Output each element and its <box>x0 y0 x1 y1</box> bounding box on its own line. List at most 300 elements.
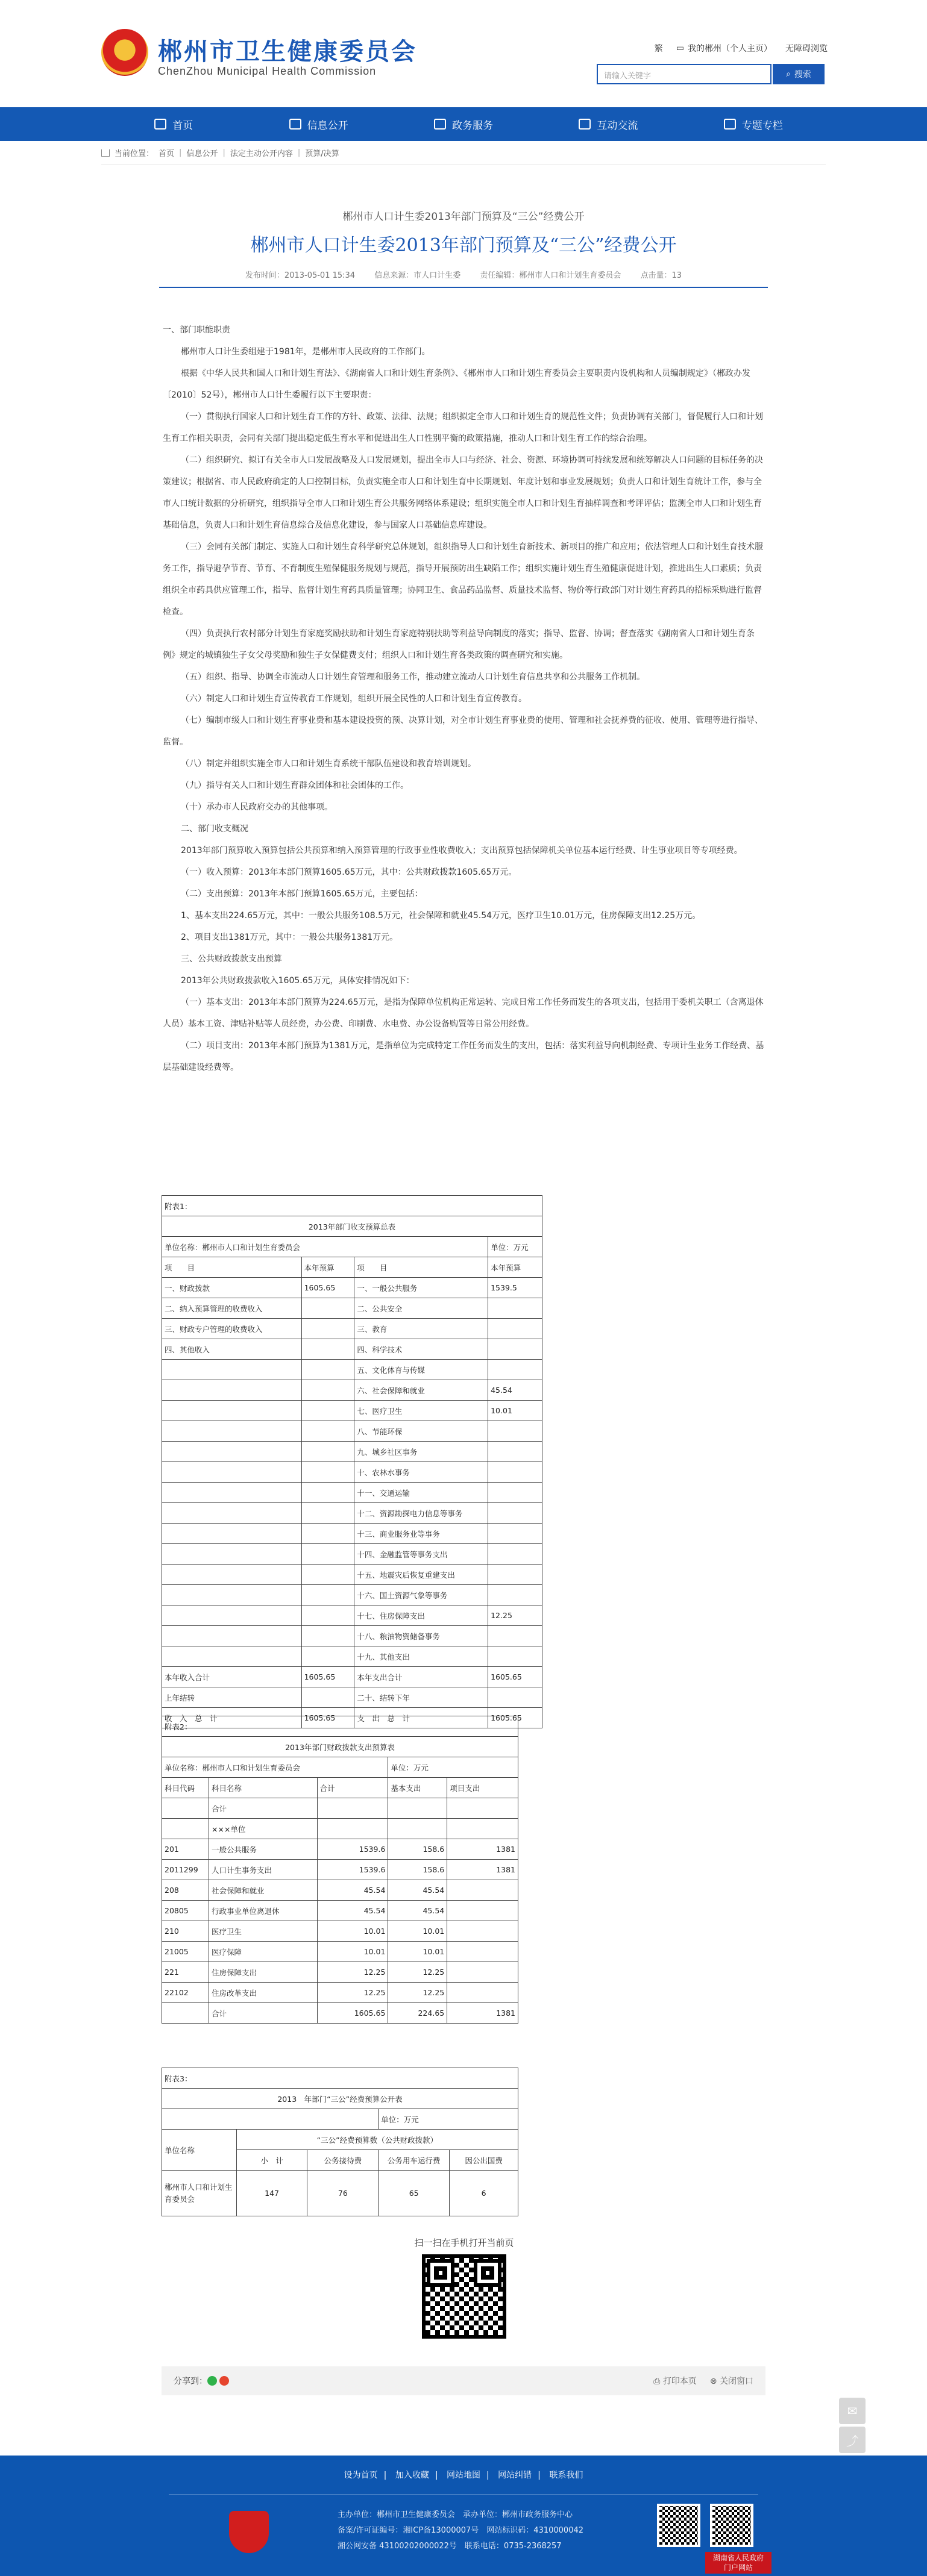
top-links <box>655 42 828 54</box>
accessibility-label: 无障碍浏览 <box>785 44 828 54</box>
table-cell: 2013 年部门“三公”经费预算公开表 <box>162 2089 518 2109</box>
table-cell <box>388 1798 447 1819</box>
table-cell: 十、农林水事务 <box>354 1462 488 1483</box>
article-paragraph: （一）基本支出：2013年本部门预算为224.65万元，是指为保障单位机构正常运转、完成日常工作任务而发生的各项支出，包括用于委机关职工（含离退休人员）基本工资、津贴补贴等人员经费，办公费、印刷费、水电费、办公设备购置等日常公用经费。 <box>163 998 764 1029</box>
nav-info-label: 信息公开 <box>307 119 348 132</box>
service-icon <box>434 119 446 130</box>
article-paragraph: 三、公共财政拨款支出预算 <box>181 954 282 964</box>
table-cell: 十九、其他支出 <box>354 1646 488 1667</box>
table-cell: 2011299 <box>162 1860 209 1880</box>
table-cell: 1381 <box>447 1860 518 1880</box>
table-cell: 单位名称：郴州市人口和计划生育委员会 <box>162 1237 488 1257</box>
table-cell <box>162 1626 302 1646</box>
hunan-gov-badge[interactable] <box>705 2552 771 2574</box>
table-cell: 基本支出 <box>388 1778 447 1798</box>
footer-qr-code <box>710 2504 753 2547</box>
table-row <box>162 1421 542 1442</box>
footer-links: 设为首页 | 加入收藏 | 网站地图 | 网站纠错 | 联系我们 <box>344 2471 583 2480</box>
table-row <box>162 1237 542 1257</box>
table-cell <box>301 1298 354 1319</box>
table-cell: 住房保障支出 <box>209 1962 317 1983</box>
table-cell: 合计 <box>317 1778 388 1798</box>
table-cell: 208 <box>162 1880 209 1901</box>
table-row <box>162 1687 542 1708</box>
table-cell: 1381 <box>447 2003 518 2024</box>
table-cell: 10.01 <box>317 1921 388 1942</box>
my-chenzhou-link[interactable] <box>676 42 772 54</box>
chat-icon <box>579 119 591 130</box>
table-cell <box>162 1380 302 1401</box>
table-row <box>162 1442 542 1462</box>
table-cell <box>447 1901 518 1921</box>
table-cell: 九、城乡社区事务 <box>354 1442 488 1462</box>
table-cell: 76 <box>307 2171 379 2216</box>
table-cell <box>301 1380 354 1401</box>
table-row <box>162 1339 542 1360</box>
table-row <box>162 1524 542 1544</box>
table-cell: 1605.65 <box>488 1708 542 1728</box>
print-button[interactable] <box>653 2375 697 2387</box>
table-cell <box>301 1442 354 1462</box>
table-cell <box>317 1819 388 1839</box>
table-cell: 158.6 <box>388 1839 447 1860</box>
table-cell <box>488 1319 542 1339</box>
article-paragraph: 2013年公共财政拨款收入1605.65万元，具体安排情况如下： <box>181 976 415 986</box>
table-cell: 6 <box>450 2171 518 2216</box>
table-row <box>162 1962 518 1983</box>
print-icon: ⎙ <box>653 2377 663 2386</box>
table-cell: 公务接待费 <box>307 2150 379 2171</box>
table-cell: 12.25 <box>317 1983 388 2003</box>
article-paragraph: （一）收入预算：2013年本部门预算1605.65万元，其中：公共财政拨款1605.65万元。 <box>181 868 517 877</box>
gov-badge-line1: 湖南省人民政府 <box>712 2554 764 2562</box>
table-cell <box>488 1585 542 1605</box>
table-cell <box>162 1605 302 1626</box>
table-cell: 本年收入合计 <box>162 1667 302 1687</box>
table-cell: 单位：万元 <box>488 1237 542 1257</box>
table-cell <box>301 1421 354 1442</box>
table-cell: 附表1： <box>162 1196 542 1216</box>
footer-info <box>338 2507 583 2554</box>
article-paragraph: 根据《中华人民共和国人口和计划生育法》、《湖南省人口和计划生育条例》、《郴州市人口和计划生育委员会主要职责内设机构和人员编制规定》（郴政办发〔2010〕52号），郴州市人口计生委履行以下主要职责： <box>163 369 750 400</box>
article-paragraph: （二）项目支出：2013年本部门预算为1381万元，是指单位为完成特定工作任务而发生的支出，包括：落实利益导向机制经费、专项计生业务工作经费、基层基础建设经费等。 <box>163 1041 764 1072</box>
table-row <box>162 1983 518 2003</box>
table-row <box>162 1483 542 1503</box>
table-cell <box>488 1462 542 1483</box>
table-cell: 住房改革支出 <box>209 1983 317 2003</box>
breadcrumb-home[interactable]: 首页 <box>159 149 175 158</box>
table-cell <box>162 1544 302 1565</box>
table-cell <box>488 1646 542 1667</box>
article-paragraph: （二）支出预算：2013年本部门预算1605.65万元，主要包括： <box>181 889 423 899</box>
table-row <box>162 2109 518 2130</box>
table-cell: 201 <box>162 1839 209 1860</box>
table-cell <box>301 1605 354 1626</box>
table-cell: 1381 <box>447 1839 518 1860</box>
table-cell: 七、医疗卫生 <box>354 1401 488 1421</box>
table-row <box>162 1380 542 1401</box>
table-cell: 郴州市人口和计划生育委员会 <box>162 2171 237 2216</box>
table-row <box>162 1544 542 1565</box>
nav-gov-service[interactable] <box>391 107 536 141</box>
table-cell <box>162 1360 302 1380</box>
table-cell: 2013年部门收支预算总表 <box>162 1216 542 1237</box>
article-paragraph: （五）组织、指导、协调全市流动人口计划生育管理和服务工作，推动建立流动人口计划生育信息共享和公共服务工作机制。 <box>181 672 645 682</box>
table-row <box>162 2068 518 2089</box>
table-cell <box>162 1483 302 1503</box>
national-emblem-icon <box>101 29 148 76</box>
table-cell: 210 <box>162 1921 209 1942</box>
table-cell: 十一、交通运输 <box>354 1483 488 1503</box>
table-cell <box>301 1626 354 1646</box>
nav-home-label: 首页 <box>172 119 193 132</box>
table-cell: 1605.65 <box>301 1278 354 1298</box>
table-cell <box>447 1880 518 1901</box>
table-cell <box>447 1819 518 1839</box>
location-home-icon <box>101 149 110 157</box>
wechat-side-icon[interactable]: ✉ <box>839 2398 866 2424</box>
search-icon: ⌕ <box>786 69 791 79</box>
table-row <box>162 1839 518 1860</box>
table-cell: 10.01 <box>317 1942 388 1962</box>
table-cell <box>301 1339 354 1360</box>
article-paragraph: （八）制定并组织实施全市人口和计划生育系统干部队伍建设和教育培训规划。 <box>181 759 476 769</box>
table-cell: 22102 <box>162 1983 209 2003</box>
table-cell <box>301 1544 354 1565</box>
editor: 责任编辑：郴州市人口和计划生育委员会 <box>480 271 621 280</box>
breadcrumb-info[interactable]: 信息公开 <box>186 149 218 158</box>
article-body <box>163 319 764 1078</box>
footer-link-favorite[interactable]: 加入收藏 <box>395 2471 429 2480</box>
table-cell: 一、一般公共服务 <box>354 1278 488 1298</box>
table-cell: 147 <box>236 2171 307 2216</box>
article-meta <box>0 269 927 280</box>
table-cell: 十五、地震灾后恢复重建支出 <box>354 1565 488 1585</box>
table-row <box>162 1298 542 1319</box>
table-cell <box>488 1298 542 1319</box>
party-gov-badge-icon[interactable] <box>229 2511 269 2553</box>
home-icon <box>154 119 166 130</box>
table-cell: 合计 <box>209 2003 317 2024</box>
table-cell: 小 计 <box>236 2150 307 2171</box>
table-cell: 12.25 <box>317 1962 388 1983</box>
table-row <box>162 1757 518 1778</box>
layers-icon <box>724 119 736 130</box>
table-row <box>162 1716 518 1737</box>
table-cell: 六、社会保障和就业 <box>354 1380 488 1401</box>
table-cell <box>388 1819 447 1839</box>
article-paragraph: （四）负责执行农村部分计划生育家庭奖励扶助和计划生育家庭特别扶助等利益导向制度的落实；指导、监督、协调；督查落实《湖南省人口和计划生育条例》规定的城镇独生子女父母奖励和独生子女保健费支付；组织人口和计划生育各类政策的调查研究和实施。 <box>163 629 755 660</box>
three-public-expenses-table <box>162 2068 518 2216</box>
table-cell: 1605.65 <box>488 1667 542 1687</box>
table-cell: 四、其他收入 <box>162 1339 302 1360</box>
table-row <box>162 1798 518 1819</box>
site-subtitle: ChenZhou Municipal Health Commission <box>158 65 377 77</box>
table-cell: 224.65 <box>388 2003 447 2024</box>
nav-interaction-label: 互动交流 <box>597 119 638 132</box>
table-cell: 2013年部门财政拨款支出预算表 <box>162 1737 518 1757</box>
table-cell: 医疗卫生 <box>209 1921 317 1942</box>
table-cell <box>301 1565 354 1585</box>
table-cell: 附表3： <box>162 2068 518 2089</box>
table-cell: 支 出 总 计 <box>354 1708 488 1728</box>
table-cell: 附表2： <box>162 1716 518 1737</box>
table-cell <box>488 1544 542 1565</box>
footer-link-correction[interactable]: 网站纠错 <box>498 2471 532 2480</box>
breadcrumb-budget[interactable]: 预算/决算 <box>305 149 339 158</box>
table-row <box>162 2089 518 2109</box>
table-row <box>162 1819 518 1839</box>
table-cell: 本年预算 <box>488 1257 542 1278</box>
table-row <box>162 1585 542 1605</box>
article-paragraph: 一、部门职能职责 <box>163 325 230 335</box>
table-cell: 五、文化体育与传媒 <box>354 1360 488 1380</box>
table-cell <box>162 1798 209 1819</box>
site-title[interactable]: 郴州市卫生健康委员会 <box>158 37 417 66</box>
table-cell: 221 <box>162 1962 209 1983</box>
table-cell <box>301 1462 354 1483</box>
table-row <box>162 1605 542 1626</box>
table-cell: 三、财政专户管理的收费收入 <box>162 1319 302 1339</box>
search-button[interactable] <box>773 64 825 84</box>
table-cell: 12.25 <box>388 1962 447 1983</box>
table-cell <box>162 2109 379 2130</box>
article-subtitle: 郴州市人口计生委2013年部门预算及“三公”经费公开 <box>342 211 585 223</box>
table-cell <box>447 1921 518 1942</box>
table-cell <box>301 1401 354 1421</box>
document-icon <box>289 119 301 130</box>
table-cell: 10.01 <box>388 1921 447 1942</box>
table-cell <box>488 1524 542 1544</box>
table-cell <box>447 1942 518 1962</box>
fiscal-expenditure-table <box>162 1716 518 2024</box>
table-row <box>162 2171 518 2216</box>
traditional-chinese-link[interactable] <box>655 42 663 54</box>
close-window-button[interactable] <box>710 2375 753 2387</box>
breadcrumb-sep: | <box>222 148 225 157</box>
article-paragraph: （十）承办市人民政府交办的其他事项。 <box>181 802 333 812</box>
table-cell <box>488 1565 542 1585</box>
table-cell: 二、公共安全 <box>354 1298 488 1319</box>
table-row <box>162 1278 542 1298</box>
table-cell: 12.25 <box>388 1983 447 2003</box>
table-cell <box>488 1687 542 1708</box>
footer-police: 湘公网安备 43100202000022号 联系电话：0735-2368257 <box>338 2542 562 2551</box>
article-paragraph: （七）编制市级人口和计划生育事业费和基本建设投资的预、决算计划，对全市计划生育事业费的使用、管理和社会抚养费的征收、使用、管理等进行指导、监督。 <box>163 716 763 747</box>
table-cell: 上年结转 <box>162 1687 302 1708</box>
footer-link-contact[interactable]: 联系我们 <box>549 2471 583 2480</box>
table-cell <box>162 1524 302 1544</box>
table-cell <box>162 1646 302 1667</box>
weibo-share-icon[interactable] <box>219 2376 229 2386</box>
table-cell <box>301 1524 354 1544</box>
table-row <box>162 1778 518 1798</box>
table-row <box>162 1196 542 1216</box>
title-divider <box>159 287 768 288</box>
table-cell: 12.25 <box>488 1605 542 1626</box>
table-cell <box>301 1687 354 1708</box>
close-label: 关闭窗口 <box>720 2377 753 2386</box>
footer-divider <box>169 2494 758 2495</box>
table-cell <box>301 1360 354 1380</box>
article-paragraph: 2013年部门预算收入预算包括公共预算和纳入预算管理的行政事业性收费收入；支出预算包括保障机关单位基本运行经费、计生事业项目等专项经费。 <box>181 846 743 855</box>
table-row <box>162 1880 518 1901</box>
table-cell: 本年支出合计 <box>354 1667 488 1687</box>
table-cell: 45.54 <box>317 1901 388 1921</box>
table-cell: 十三、商业服务业等事务 <box>354 1524 488 1544</box>
table-cell <box>488 1339 542 1360</box>
breadcrumb <box>101 147 339 158</box>
table-cell <box>301 1483 354 1503</box>
monitor-icon: ▭ <box>676 43 684 53</box>
search-button-label: 搜索 <box>794 70 811 80</box>
scan-label: 扫一扫在手机打开当前页 <box>414 2237 514 2248</box>
footer-link-sitemap[interactable]: 网站地图 <box>447 2471 480 2480</box>
table-row <box>162 1667 542 1687</box>
article-paragraph: 2、项目支出1381万元，其中：一般公共服务1381万元。 <box>181 933 398 942</box>
table-cell: 收 入 总 计 <box>162 1708 302 1728</box>
article-paragraph: （一）贯彻执行国家人口和计划生育工作的方针、政策、法律、法规；组织拟定全市人口和计划生育的规范性文件；负责协调有关部门，督促履行人口和计划生育工作相关职责，会同有关部门提出稳定低生育水平和促进出生人口性别平衡的政策措施，推动人口和计划生育工作的综合治理。 <box>163 412 763 443</box>
article-paragraph: （三）会同有关部门制定、实施人口和计划生育科学研究总体规划，组织指导人口和计划生育新技术、新项目的推广和应用；依法管理人口和计划生育技术服务工作，指导避孕节育、节育、不育制度生殖保健服务规划与规范，指导开展预防出生缺陷工作；组织实施计划生育生殖健康促进计划，推进出生人口素质；负责组织全市药具供应管理工作，指导、监督计划生育药具质量管理；协同卫生、食品药品监督、质量技术监督、物价等行政部门对计划生育药具的招标采购进行监督检查。 <box>163 542 763 617</box>
table-cell <box>162 1401 302 1421</box>
search-input[interactable]: 请输入关键字 <box>597 64 771 84</box>
article-paragraph: 1、基本支出224.65万元，其中：一般公共服务108.5万元，社会保障和就业45.54万元，医疗卫生10.01万元，住房保障支出12.25万元。 <box>181 911 701 921</box>
table-row <box>162 2003 518 2024</box>
table-cell: 单位名称 <box>162 2130 237 2171</box>
table-cell: 科目名称 <box>209 1778 317 1798</box>
table-row <box>162 1216 542 1237</box>
close-icon: ⊗ <box>709 2377 720 2386</box>
site-footer <box>0 2456 927 2576</box>
table-cell <box>162 1462 302 1483</box>
table-cell: 项 目 <box>162 1257 302 1278</box>
table-cell: 三、教育 <box>354 1319 488 1339</box>
breadcrumb-prefix: 当前位置： <box>115 149 154 158</box>
table-cell <box>488 1503 542 1524</box>
table-cell: 十八、粮油物资储备事务 <box>354 1626 488 1646</box>
table-cell: 项目支出 <box>447 1778 518 1798</box>
table-cell: 45.54 <box>388 1880 447 1901</box>
share-label: 分享到： <box>174 2377 207 2386</box>
article-paragraph: （六）制定人口和计划生育宣传教育工作规划，组织开展全民性的人口和计划生育宣传教育。 <box>181 694 527 704</box>
breadcrumb-sep: | <box>297 148 301 157</box>
table-cell: 四、科学技术 <box>354 1339 488 1360</box>
article-paragraph: 二、部门收支概况 <box>181 824 248 834</box>
table-row <box>162 1901 518 1921</box>
table-cell: 1605.65 <box>317 2003 388 2024</box>
table-cell: 十二、资源勘探电力信息等事务 <box>354 1503 488 1524</box>
table-cell: 八、节能环保 <box>354 1421 488 1442</box>
table-cell: 二十、结转下年 <box>354 1687 488 1708</box>
table-cell: 项 目 <box>354 1257 488 1278</box>
table-cell: 二、纳入预算管理的收费收入 <box>162 1298 302 1319</box>
table-cell: 一般公共服务 <box>209 1839 317 1860</box>
table-row <box>162 1646 542 1667</box>
share-bar <box>162 2366 765 2395</box>
nav-info-public[interactable] <box>246 107 391 141</box>
table-cell: 1539.6 <box>317 1839 388 1860</box>
table-cell: 21005 <box>162 1942 209 1962</box>
traditional-label: 繁 <box>654 44 663 54</box>
table-row <box>162 1565 542 1585</box>
page-qr-code <box>422 2254 506 2339</box>
info-source: 信息来源：市人口计生委 <box>374 271 461 280</box>
table-cell <box>488 1626 542 1646</box>
table-cell <box>301 1503 354 1524</box>
table-cell: 公务用车运行费 <box>379 2150 450 2171</box>
nav-special[interactable] <box>681 107 826 141</box>
accessibility-link[interactable] <box>785 42 828 54</box>
table-cell: 人口计生事务支出 <box>209 1860 317 1880</box>
table-cell <box>447 1798 518 1819</box>
table-cell: 10.01 <box>388 1942 447 1962</box>
breadcrumb-sep: | <box>179 148 182 157</box>
nav-interaction[interactable] <box>536 107 680 141</box>
nav-home[interactable] <box>101 107 246 141</box>
table-cell: 因公出国费 <box>450 2150 518 2171</box>
table-cell: 本年预算 <box>301 1257 354 1278</box>
table-cell <box>447 1962 518 1983</box>
table-cell <box>162 1503 302 1524</box>
table-cell <box>301 1646 354 1667</box>
table-cell: 20805 <box>162 1901 209 1921</box>
table-cell: 65 <box>379 2171 450 2216</box>
gov-badge-line2: 门户网站 <box>723 2563 753 2572</box>
table-cell: 十七、住房保障支出 <box>354 1605 488 1626</box>
publish-time: 发布时间：2013-05-01 15:34 <box>245 271 356 280</box>
footer-qr-code <box>657 2504 700 2547</box>
breadcrumb-legal[interactable]: 法定主动公开内容 <box>230 149 293 158</box>
main-nav <box>0 107 927 141</box>
table-cell: 1539.6 <box>317 1860 388 1880</box>
table-cell <box>301 1585 354 1605</box>
table-cell <box>162 1421 302 1442</box>
table-cell: 单位名称：郴州市人口和计划生育委员会 <box>162 1757 388 1778</box>
table-cell <box>162 1565 302 1585</box>
table-row <box>162 1860 518 1880</box>
table-row <box>162 1503 542 1524</box>
table-cell: 45.54 <box>388 1901 447 1921</box>
table-cell: 158.6 <box>388 1860 447 1880</box>
view-count: 点击量：13 <box>640 271 682 280</box>
table-row <box>162 1319 542 1339</box>
table-cell: 行政事业单位离退休 <box>209 1901 317 1921</box>
table-cell <box>488 1483 542 1503</box>
table-cell: ×××单位 <box>209 1819 317 1839</box>
nav-special-label: 专题专栏 <box>741 119 783 132</box>
nav-service-label: 政务服务 <box>452 119 494 132</box>
table-row <box>162 2130 518 2150</box>
table-row <box>162 1257 542 1278</box>
table-row <box>162 1942 518 1962</box>
table-row <box>162 1401 542 1421</box>
table-cell <box>301 1319 354 1339</box>
table-cell <box>488 1360 542 1380</box>
share-side-icon[interactable]: ⤴ <box>839 2427 866 2453</box>
table-cell: 十四、金融监管等事务支出 <box>354 1544 488 1565</box>
table-cell <box>162 1819 209 1839</box>
table-cell: 10.01 <box>488 1401 542 1421</box>
table-cell: 1605.65 <box>301 1708 354 1728</box>
table-cell: 1539.5 <box>488 1278 542 1298</box>
table-cell: 45.54 <box>317 1880 388 1901</box>
table-cell <box>162 2003 209 2024</box>
wechat-share-icon[interactable] <box>207 2376 217 2386</box>
table-cell: 科目代码 <box>162 1778 209 1798</box>
footer-link-home[interactable]: 设为首页 <box>344 2471 378 2480</box>
budget-summary-table <box>162 1195 542 1728</box>
article-paragraph: （九）指导有关人口和计划生育群众团体和社会团体的工作。 <box>181 781 409 790</box>
